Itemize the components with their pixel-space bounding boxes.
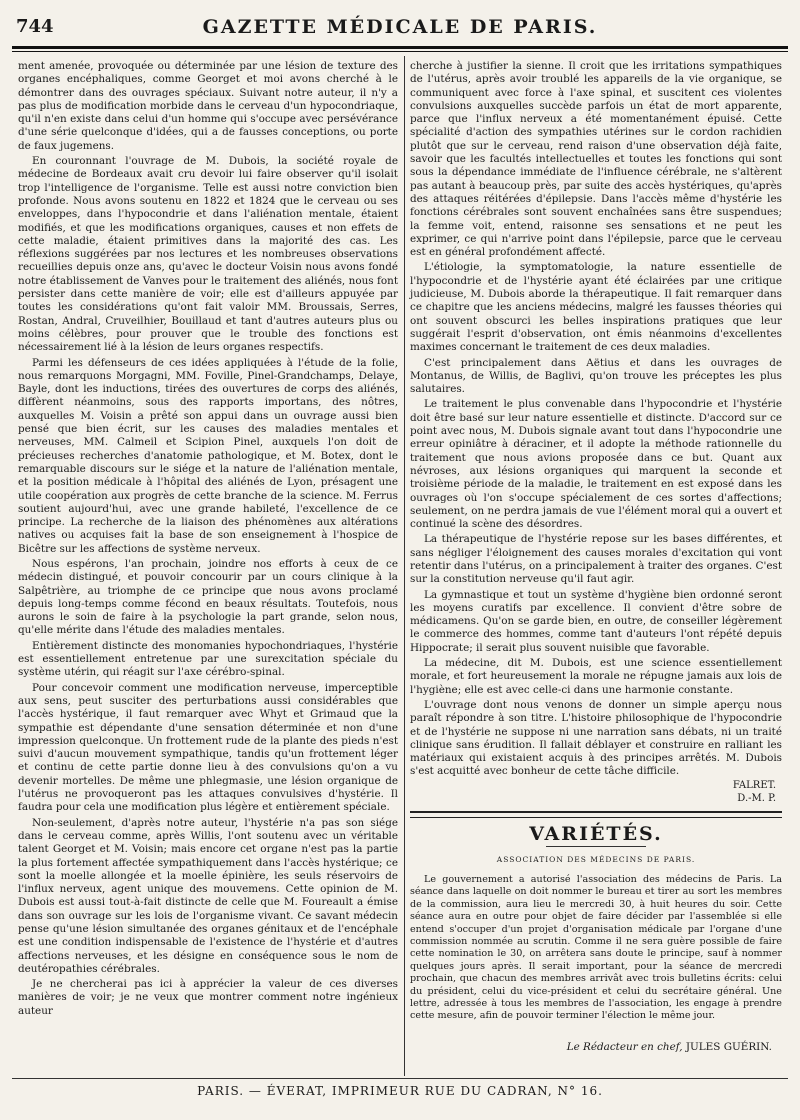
page-number: 744 [16, 16, 54, 37]
section-rule-thick [410, 811, 782, 813]
column-divider [404, 56, 405, 1076]
editor-signature [410, 1041, 782, 1054]
editor-name: JULES GUÉRIN. [685, 1040, 772, 1053]
paragraph: C'est principalement dans Aëtius et dans les ouvrages de Montanus, de Willis, de Baglivi, qu'on trouve les préceptes les plus salutaires. [410, 356, 782, 396]
author-initials: D.-M. P. [737, 793, 776, 805]
paragraph: La thérapeutique de l'hystérie repose sur les bases différentes, et sans négliger l'éloignement des causes morales d'excitation qui vont retentir dans l'utérus, on a principalement à traiter des organes. C'est sur la constitution nerveuse qu'il faut agir. [410, 533, 782, 586]
author-signature: FALRET. [732, 779, 776, 791]
paragraph: ment amenée, provoquée ou déterminée par une lésion de texture des organes encéphaliques, comme Georget et moi avons cherché à le démontrer dans des ouvrages spéciaux. Suivant notre auteur, il n'y a pas plus de modification morbide dans le cerveau d'un hypocondriaque, qu'il n'en existe dans celui d'un homme qui s'occupe avec persévérance d'une série quelconque d'idées, qui a de fausses conceptions, ou porte de faux jugemens. [18, 60, 398, 152]
header-rule-thick [12, 46, 788, 49]
paragraph: Je ne chercherai pas ici à apprécier la valeur de ces diverses manières de voir; je ne veux que montrer comment notre ingénieux auteur [18, 978, 398, 1017]
page-header [12, 14, 788, 40]
paragraph: L'ouvrage dont nous venons de donner un simple aperçu nous paraît répondre à son titre. L'histoire philosophique de l'hypocondrie et de l'hystérie ne suppose ni une narration sans débats, ni un traité clinique sans érudition. Il fallait déblayer et construire en ralliant les matériaux qui existaient acquis à des principes arrêtés. M. Dubois s'est acquitté avec bonheur de cette tâche difficile. [410, 698, 782, 778]
editor-label: Le Rédacteur en chef, [566, 1040, 683, 1053]
footer-rule [12, 1078, 788, 1079]
paragraph: Le traitement le plus convenable dans l'hypocondrie et l'hystérie doit être basé sur leur nature essentielle et distincte. D'accord sur ce point avec nous, M. Dubois signale avant tout dans l'hypocondrie une erreur opiniâtre à déraciner, et il adopte la méthode rationnelle du traitement que nous avions proposée dans ce but. Quant aux névroses, aux lésions organiques qui marquent la seconde et troisième période de la maladie, le traitement en est exposé dans les ouvrages où l'on s'occupe spécialement de ces sortes d'affections; seulement, on ne perdra jamais de vue l'élément moral qui a ouvert et continué la scène des désordres. [410, 398, 782, 531]
paragraph: En couronnant l'ouvrage de M. Dubois, la société royale de médecine de Bordeaux avait cru devoir lui faire observer qu'il isolait trop l'intelligence de l'organisme. Telle est aussi notre conviction bien profonde. Nous avons soutenu en 1822 et 1824 que le cerveau ou ses enveloppes, dans l'hypocondrie et dans l'aliénation mentale, étaient modifiés, et que les modifications organiques, causes et non effets de cette maladie, étaient primitives dans la majorité des cas. Les réflexions suggérées par nos lectures et les nombreuses observations recueillies depuis onze ans, qu'avec le docteur Voisin nous avons fondé notre établissement de Vanves pour le traitement des aliénés, nous font persister dans cette manière de voir; elle est d'ailleurs appuyée par toutes les considérations qu'ont fait valoir MM. Broussais, Serres, Rostan, Andral, Cruveilhier, Bouillaud et tant d'autres auteurs plus ou moins célèbres, pour prouver que le trouble des fonctions est nécessairement lié à la lésion de leurs organes respectifs. [18, 155, 398, 354]
printer-footer: PARIS. — ÉVERAT, IMPRIMEUR RUE DU CADRAN, N° 16. [197, 1084, 603, 1098]
paragraph: La gymnastique et tout un système d'hygiène bien ordonné seront les moyens curatifs par excellence. Il convient d'être sobre de médicamens. Qu'on se garde bien, en outre, de conseiller légèrement le commerce des hommes, comme tant d'auteurs l'ont répété depuis Hippocrate; il serait plus souvent nuisible que favorable. [410, 588, 782, 654]
right-column [410, 60, 782, 1054]
paragraph: cherche à justifier la sienne. Il croit que les irritations sympathiques de l'utérus, après avoir troublé les appareils de la vie organique, se communiquent avec force à l'axe spinal, et suscitent ces violentes convulsions auxquelles succède parfois un état de mort apparente, parce que l'influx nerveux a été momentanément épuisé. Cette spécialité d'action des sympathies utérines sur le cordon rachidien plutôt que sur le cerveau, rend raison d'une observation déjà faite, savoir que les facultés intellectuelles et toutes les fonctions qui sont sous la dépendance immédiate de l'influence cérébrale, ne s'altèrent pas autant à beaucoup près, par suite des accès hystériques, qu'après des attaques réitérées d'épilepsie. Dans l'accès même d'hystérie les fonctions cérébrales sont souvent enchaînées sans être suspendues; la femme voit, entend, raisonne ses sensations et ne peut les exprimer, ce qui n'arrive point dans l'épilepsie, parce que le cerveau est en général profondément affecté. [410, 60, 782, 259]
paragraph: L'étiologie, la symptomatologie, la nature essentielle de l'hypocondrie et de l'hystérie ayant été éclairées par une critique judicieuse, M. Dubois aborde la thérapeutique. Il fait remarquer dans ce chapitre que les anciens médecins, malgré les fausses théories qui ont souvent obscurci les belles inspirations pratiques que leur suggérait l'esprit d'observation, ont émis néanmoins d'excellentes maximes concernant le traitement de ces deux maladies. [410, 261, 782, 354]
paragraph: Parmi les défenseurs de ces idées appliquées à l'étude de la folie, nous remarquons Morgagni, MM. Foville, Pinel-Grandchamps, Delaye, Bayle, dont les inductions, tirées des ouvertures de corps des aliénés, diffèrent néanmoins, sous des rapports importans, des nôtres, auxquelles M. Voisin a prêté son appui dans un ouvrage aussi bien pensé que bien écrit, sur les causes des maladies mentales et nerveuses, MM. Calmeil et Scipion Pinel, auxquels l'on doit de précieuses recherches d'anatomie pathologique, et M. Botex, dont le remarquable discours sur le siége et la nature de l'aliénation mentale, et la position médicale à l'hôpital des aliénés de Lyon, présagent une utile coopération aux progrès de cette branche de la science. M. Ferrus soutient aujourd'hui, avec une grande habileté, l'excellence de ce principe. La recherche de la liaison des phénomènes aux altérations natives ou acquises fait la base de son enseignement à l'hospice de Bicêtre sur les affections de système nerveux. [18, 356, 398, 555]
paragraph: Non-seulement, d'après notre auteur, l'hystérie n'a pas son siége dans le cerveau comme, après Willis, l'ont soutenu avec un véritable talent Georget et M. Voisin; mais encore cet organe n'est pas la partie la plus fortement affectée sympathiquement dans l'accès hystérique; ce sont la moelle allongée et la moelle épinière, les seuls réservoirs de l'influx nerveux, agent unique des mouvemens. Cette opinion de M. Dubois est aussi tout-à-fait distincte de celle que M. Foureault a émise dans son ouvrage sur les lois de l'organisme vivant. Ce savant médecin pense qu'une lésion simultanée des organes génitaux et de l'encéphale est une condition indispensable de l'existence de l'hystérie et d'autres affections nerveuses, et les désigne en conséquence sous le nom de deutéropathies cérébrales. [18, 816, 398, 975]
left-column [18, 60, 398, 1018]
newspaper-page [12, 0, 788, 1120]
paragraph: Le gouvernement a autorisé l'association des médecins de Paris. La séance dans laquelle on doit nommer le bureau et tirer au sort les membres de la commission, aura lieu le mercredi 30, à huit heures du soir. Cette séance aura en outre pour objet de faire décider par l'assemblée si elle entend s'occuper d'un projet d'organisation médicale par l'organe d'une commission nommée au scrutin. Comme il ne sera guère possible de faire cette nomination le 30, on arrêtera sans doute le principe, sauf à nommer quelques jours après. Il serait important, pour la séance de mercredi prochain, que chacun des membres arrivât avec trois bulletins écrits: celui du président, celui du vice-président et celui du secrétaire général. Une lettre, adressée à tous les membres de l'association, les engage à prendre cette mesure, afin de pouvoir terminer l'élection le même jour. [410, 873, 782, 1022]
heading-underline [546, 846, 646, 847]
paragraph: Pour concevoir comment une modification nerveuse, imperceptible aux sens, peut susciter des perturbations aussi considérables que l'accès hystérique, il faut remarquer avec Whyt et Grimaud que la sympathie est dépendante d'une sensation déterminée et non d'une impression quelconque. Un frottement rude de la plante des pieds n'est suivi d'aucun mouvement sympathique, tandis qu'un frottement léger et continu de cette partie donne lieu à des convulsions qu'on a vu devenir mortelles. De même une phlegmasie, une lésion organique de l'utérus ne provoqueront pas les attaques convulsives d'hystérie. Il faudra pour cela une modification plus légère et entièrement spéciale. [18, 681, 398, 814]
page-title: GAZETTE MÉDICALE DE PARIS. [202, 16, 598, 38]
section-subheading: ASSOCIATION DES MÉDECINS DE PARIS. [496, 854, 696, 864]
section-heading: VARIÉTÉS. [529, 823, 663, 846]
paragraph: La médecine, dit M. Dubois, est une science essentiellement morale, et fort heureusement la morale ne répugne jamais aux lois de l'hygiène; elle est avec celle-ci dans une harmonie constante. [410, 657, 782, 696]
section-rule-thin [410, 817, 782, 818]
paragraph: Nous espérons, l'an prochain, joindre nos efforts à ceux de ce médecin distingué, et pouvoir concourir par un cours clinique à la Salpêtrière, au triomphe de ce principe que nous avons proclamé depuis long-temps comme fécond en beaux résultats. Toutefois, nous aurons le soin de faire à la psychologie la part grande, selon nous, qu'elle mérite dans l'étude des maladies mentales. [18, 557, 398, 637]
header-rule-thin [12, 51, 788, 52]
paragraph: Entièrement distincte des monomanies hypochondriaques, l'hystérie est essentiellement entretenue par une surexcitation spéciale du système utérin, qui réagit sur l'axe cérébro-spinal. [18, 639, 398, 679]
